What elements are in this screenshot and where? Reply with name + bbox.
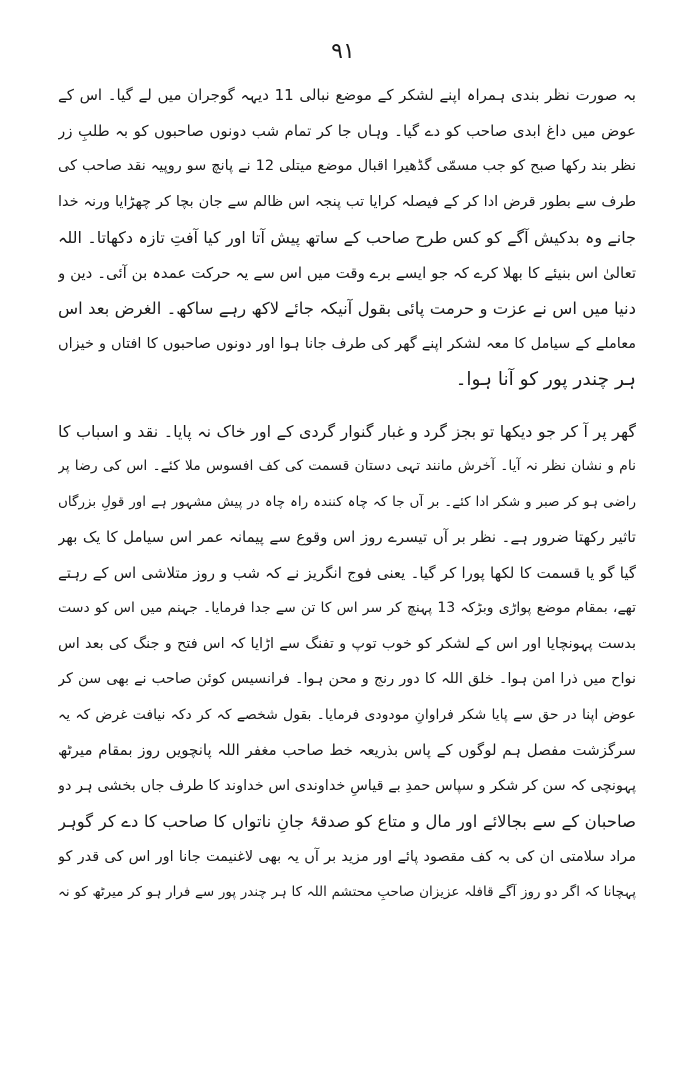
text-line: پہچانا کہ اگر دو روز آگے قافلہ عزیزان صاحبِ محتشم اللہ کا ہر چندر پور سے فرار ہو کر میرٹھ کو نہ <box>58 884 636 900</box>
text-line: عوض اپنا در حق سے پایا شکر فراوانِ مودودی فرمایا۔ بقول شخصے کہ کر دکہ نیافت غرض کہ یہ <box>58 706 636 723</box>
text-line: تعالیٰ اس بنیئے کا بھلا کرے کہ جو ایسے برے وقت میں اس سے یہ حرکت عمدہ بن آئی۔ دین و <box>58 263 636 282</box>
text-line: راضی ہو کر صبر و شکر ادا کئے۔ بر آں جا کہ چاہ کنندہ راہ چاہ در پیش مشہور ہے اور قولِ بزرگاں <box>58 493 636 510</box>
paragraph-1 <box>58 78 636 398</box>
text-line: ہر چندر پور کو آنا ہوا۔ <box>455 369 636 390</box>
text-line: بہ صورت نظر بندی ہمراہ اپنے لشکر کے موضع نبالی 11 دیہہ گوجران میں لے گیا۔ اس کے <box>58 86 636 104</box>
text-line: نواح میں ذرا امن ہوا۔ خلق اللہ کا دور رنج و محن ہوا۔ فرانسیس کوئن صاحب نے بھی سن کر <box>58 671 636 687</box>
text-line: نام و نشان نظر نہ آیا۔ آخرش مانند تہی دستان قسمت کی کف افسوس ملا کئے۔ اس کی رضا پر <box>58 458 636 474</box>
text-line: جانے وہ بدکیش آگے کو کس طرح صاحب کے ساتھ پیش آتا اور کیا آفتِ تازہ دکھاتا۔ اللہ <box>58 228 636 247</box>
body-text <box>58 78 636 911</box>
text-line: پہونچی کہ سن کر شکر و سپاس حمدِ بے قیاسِ خداوندی اس خداوند کا طرف جاں بخشی ہر دو <box>58 777 636 794</box>
text-line: گیا گو یا قسمت کا لکھا پورا کر گیا۔ یعنی فوج انگریز نے کہ شب و روز متلاشی اس کے رہتے <box>58 563 636 582</box>
text-line: تاثیر رکھتا ضرور ہے۔ نظر بر آں تیسرے روز اس وقوع سے پیمانہ عمر اس سیامل کا یک بھر <box>58 528 636 546</box>
text-line: نظر بند رکھا صبح کو جب مسمّی گڈھیرا اقبال موضع میتلی 12 نے پانچ سو روپیہ نقد صاحب کی <box>58 158 636 174</box>
page-number: ٩١ <box>331 39 355 64</box>
text-line: طرف سے بطور قرض ادا کر کے فیصلہ کرایا تب پنجہ اس ظالم سے جان بچا کر چھڑایا ورنہ خدا <box>58 193 636 210</box>
text-line: معاملے کے سیامل کا معہ لشکر اپنے گھر کی طرف جانا ہوا اور دونوں صاحبوں کا افتاں و خیزاں <box>58 335 636 352</box>
text-line: گھر پر آ کر جو دیکھا تو بجز گرد و غبار گنوار گردی کے اور خاک نہ پایا۔ نقد و اسباب کا <box>58 421 636 441</box>
text-line: تھے، بمقام موضع پواڑی وبڑکہ 13 پہنچ کر سر اس کا تن سے جدا فرمایا۔ جہنم میں اس کو دست <box>58 600 636 616</box>
text-line: صاحبان کے سے بجالائے اور مال و متاع کو صدقۂ جانِ ناتواں کا صاحب کا دے کر گوہر <box>58 812 636 831</box>
text-line: سرگزشت مفصل ہم لوگوں کے پاس بذریعہ خط صاحب مغفر اللہ پانچویں روز بمقام میرٹھ <box>58 741 636 759</box>
paragraph-2 <box>58 414 636 911</box>
text-line: بدست پہونچایا اور اس کے لشکر کو خوب توپ و تفنگ سے اڑایا کہ اس فتح و جنگ کی بعد اس <box>58 635 636 652</box>
text-line: مراد سلامتی ان کی بہ کف مقصود پائے اور مزید بر آں یہ بھی لاغنیمت جانا اور اس کی قدر کو <box>58 848 636 865</box>
text-line: دنیا میں اس نے عزت و حرمت پائی بقول آنیکہ جائے لاکھ رہے ساکھ۔ الغرض بعد اس <box>58 299 636 318</box>
text-line: عوض میں داغ ابدی صاحب کو دے گیا۔ وہاں جا کر تمام شب دونوں صاحبوں کو بہ طلبِ زر <box>58 121 636 140</box>
